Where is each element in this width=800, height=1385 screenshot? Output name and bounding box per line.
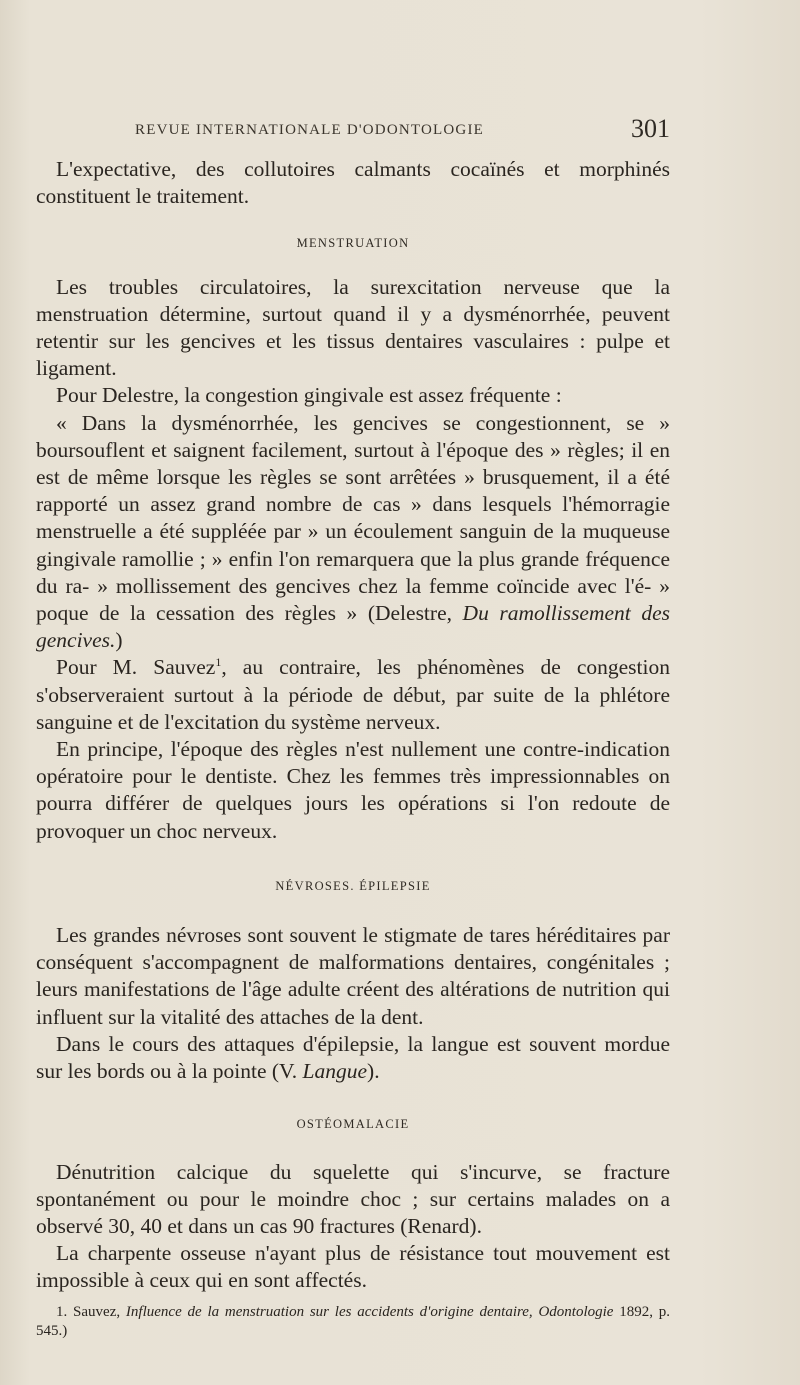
quote-text: « Dans la dysménorrhée, les gencives se congestionnent, se » boursouflent et saignent facilement, surtout à l'époque des » règles; il en est de même lorsque les règles se sont arrêtées » brusquement, il a été rapporté un assez grand nombre de cas » dans lesquels l'hémorragie menstruelle a été suppléée par » un écoulement sanguin de la muqueuse gingivale ramollie ; » enfin l'on remarquera que la plus grande fréquence du ra- » mollissement des gencives chez la femme coïncide avec l'é- » poque de la cessation des règles » (Delestre, <box>36 410 670 626</box>
paragraph-delestre-quote <box>36 410 670 655</box>
footnote-author: Sauvez, <box>73 1303 121 1320</box>
paragraph-principe: En principe, l'époque des règles n'est nullement une contre-indication opératoire pour le dentiste. Chez les femmes très impressionnables on pourra différer de quelques jours les opérations si l'on redoute de provoquer un choc nerveux. <box>36 737 670 843</box>
page-header <box>135 114 670 146</box>
paragraph-osteomalacie-1: Dénutrition calcique du squelette qui s'incurve, se fracture spontanément ou pour le moindre choc ; sur certains malades on a observé 30, 40 et dans un cas 90 fractures (Renard). <box>36 1159 670 1238</box>
paragraph-epilepsie <box>36 1031 670 1085</box>
body-text <box>36 156 670 1341</box>
paragraph-osteomalacie-2: La charpente osseuse n'ayant plus de résistance tout mouvement est impossible à ceux qui en sont affectés. <box>36 1241 670 1293</box>
section-title-osteomalacie: OSTÉOMALACIE <box>296 1117 410 1132</box>
epilepsie-ref: Langue <box>302 1059 368 1084</box>
quote-source-end: ) <box>115 628 123 653</box>
footnote-ref: 1 <box>215 655 222 670</box>
page-number: 301 <box>631 114 670 143</box>
quote-source-title: Du ramollissement des gencives. <box>36 601 670 653</box>
paragraph-nevroses: Les grandes névroses sont souvent le stigmate de tares héréditaires par conséquent s'accompagnent de malformations dentaires, congénitales ; leurs manifestations de l'âge adulte créent des altérations de nutrition qui influent sur la vitalité des attaches de la dent. <box>36 923 670 1029</box>
epilepsie-start: Dans le cours des attaques d'épilepsie, la langue est souvent mordue sur les bords ou à la pointe (V. <box>36 1031 670 1084</box>
paragraph-delestre-intro: Pour Delestre, la congestion gingivale est assez fréquente : <box>56 383 562 408</box>
epilepsie-end: ). <box>367 1059 380 1084</box>
section-title-nevroses: NÉVROSES. ÉPILEPSIE <box>275 878 431 893</box>
paragraph-sauvez <box>36 654 670 736</box>
footnote <box>36 1303 670 1341</box>
section-title-menstruation: MENSTRUATION <box>296 236 410 251</box>
sauvez-start: Pour M. Sauvez <box>56 655 216 680</box>
sauvez-rest: , au contraire, les phénomènes de congestion s'observeraient surtout à la période de début, par suite de la phlétore sanguine et de l'excitation du système nerveux. <box>36 655 670 734</box>
paragraph-menstruation-1: Les troubles circulatoires, la surexcitation nerveuse que la menstruation détermine, surtout quand il y a dysménorrhée, peuvent retentir sur les gencives et les tissus dentaires vasculaires : pulpe et ligament. <box>36 274 670 381</box>
footnote-title: Influence de la menstruation sur les accidents d'origine dentaire, Odontologie <box>125 1303 614 1320</box>
footnote-number: 1. <box>56 1303 68 1320</box>
running-head: REVUE INTERNATIONALE D'ODONTOLOGIE <box>135 122 485 138</box>
paragraph-treatment: L'expectative, des collutoires calmants cocaïnés et morphinés constituent le traitement. <box>36 157 670 209</box>
footnote-rest: 1892, p. 545.) <box>36 1303 671 1339</box>
